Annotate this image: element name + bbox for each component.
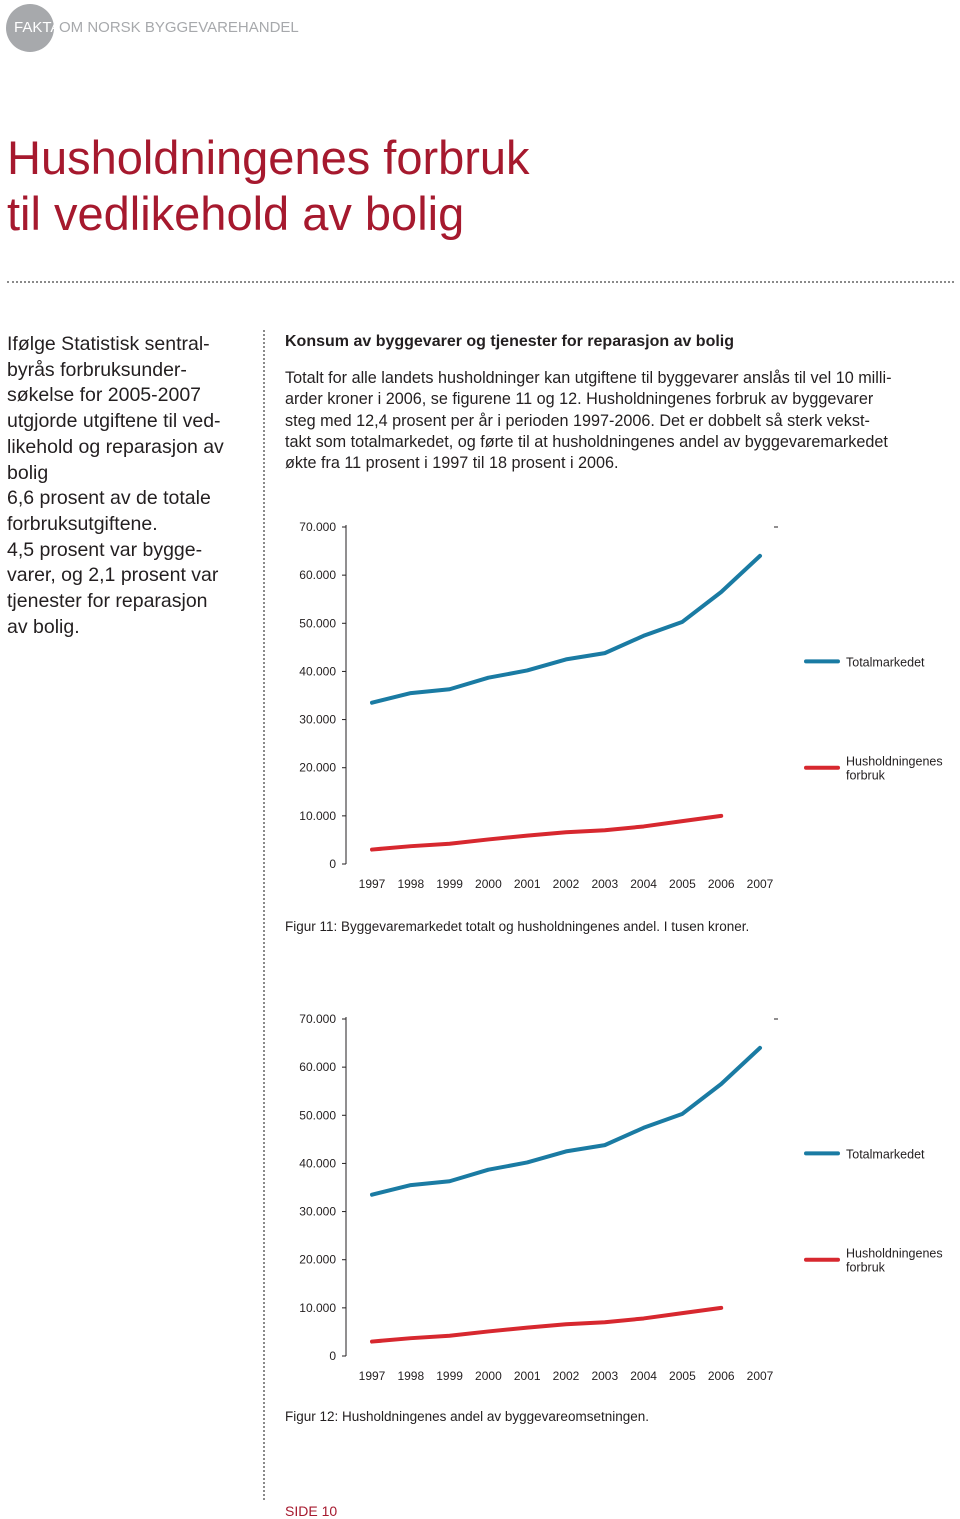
y-tick-label: 30.000	[299, 1204, 336, 1219]
x-tick-label: 2007	[746, 877, 774, 891]
data-point-totalmarkedet	[643, 1127, 644, 1128]
x-tick-label: 1999	[436, 1369, 463, 1383]
data-point-husholdningenes-forbruk	[410, 846, 411, 847]
horizontal-divider	[7, 281, 954, 283]
x-tick-label: 1998	[397, 877, 425, 891]
y-tick-label: 40.000	[299, 664, 336, 679]
data-point-husholdningenes-forbruk	[527, 835, 528, 836]
x-tick-label: 2003	[591, 877, 619, 891]
y-tick-label: 50.000	[299, 616, 336, 631]
sidebar-line: utgjorde utgiftene til ved-	[7, 410, 221, 433]
data-point-totalmarkedet	[372, 702, 373, 703]
section-body	[285, 368, 945, 474]
data-point-husholdningenes-forbruk	[449, 843, 450, 844]
sidebar-line: av bolig.	[7, 615, 80, 638]
data-point-totalmarkedet	[643, 635, 644, 636]
y-tick-label: 10.000	[299, 808, 336, 823]
data-point-totalmarkedet	[488, 1169, 489, 1170]
data-point-totalmarkedet	[566, 1151, 567, 1152]
y-tick-label: 50.000	[299, 1108, 336, 1123]
header-fakta-label: FAKTA	[14, 19, 61, 36]
x-tick-label: 1998	[397, 1369, 425, 1383]
data-point-husholdningenes-forbruk	[604, 830, 605, 831]
figure-11-chart	[270, 505, 960, 905]
y-tick-label: 30.000	[299, 712, 336, 727]
y-tick-label: 70.000	[299, 1012, 336, 1026]
series-line-totalmarkedet	[372, 1048, 760, 1195]
body-line: Totalt for alle landets husholdninger kan utgiftene til byggevarer anslås til vel 10 milli-	[285, 369, 892, 387]
legend-label-totalmarkedet: Totalmarkedet	[846, 655, 925, 670]
x-tick-label: 2002	[552, 1369, 580, 1383]
x-tick-label: 2000	[475, 877, 502, 891]
data-point-totalmarkedet	[527, 670, 528, 671]
x-tick-label: 2001	[513, 1369, 541, 1383]
legend-label-totalmarkedet: Totalmarkedet	[846, 1147, 925, 1162]
data-point-husholdningenes-forbruk	[488, 1331, 489, 1332]
series-line-husholdningenes-forbruk	[372, 816, 721, 850]
data-point-husholdningenes-forbruk	[643, 826, 644, 827]
data-point-totalmarkedet	[760, 1047, 761, 1048]
series-line-husholdningenes-forbruk	[372, 1308, 721, 1342]
data-point-husholdningenes-forbruk	[566, 1324, 567, 1325]
x-tick-label: 2006	[707, 1369, 735, 1383]
data-point-totalmarkedet	[372, 1194, 373, 1195]
y-tick-label: 60.000	[299, 568, 336, 583]
data-point-husholdningenes-forbruk	[566, 832, 567, 833]
x-tick-label: 2004	[630, 877, 657, 891]
x-tick-label: 2002	[552, 877, 580, 891]
data-point-husholdningenes-forbruk	[721, 815, 722, 816]
y-tick-label: 20.000	[299, 760, 336, 775]
header-section-label: OM NORSK BYGGEVAREHANDEL	[59, 19, 299, 36]
data-point-totalmarkedet	[760, 555, 761, 556]
sidebar-line: 6,6 prosent av de totale	[7, 487, 211, 510]
sidebar-line: byrås forbruksunder-	[7, 358, 187, 381]
x-tick-label: 2005	[669, 877, 696, 891]
vertical-divider	[263, 330, 265, 1500]
x-tick-label: 1999	[436, 877, 463, 891]
data-point-totalmarkedet	[449, 689, 450, 690]
legend-label-husholdningenes-forbruk-line1: Husholdningenes	[846, 1246, 943, 1261]
figure-12-chart	[270, 997, 960, 1397]
data-point-totalmarkedet	[566, 659, 567, 660]
data-point-husholdningenes-forbruk	[721, 1307, 722, 1308]
section-heading: Konsum av byggevarer og tjenester for reparasjon av bolig	[285, 333, 735, 350]
sidebar-intro	[7, 332, 257, 640]
y-tick-label: 10.000	[299, 1300, 336, 1315]
data-point-totalmarkedet	[682, 1113, 683, 1114]
y-tick-label: 20.000	[299, 1252, 336, 1267]
data-point-totalmarkedet	[721, 1083, 722, 1084]
legend-label-husholdningenes-forbruk-line1: Husholdningenes	[846, 754, 943, 769]
page-title-line-2: til vedlikehold av bolig	[7, 187, 465, 240]
figure-11-caption: Figur 11: Byggevaremarkedet totalt og husholdningenes andel. I tusen kroner.	[285, 919, 750, 934]
y-tick-label: 0	[329, 1349, 336, 1363]
x-tick-label: 2005	[669, 1369, 696, 1383]
x-tick-label: 1997	[358, 1369, 386, 1383]
body-line: steg med 12,4 prosent per år i perioden 1997-2006. Det er dobbelt så sterk vekst-	[285, 411, 870, 430]
y-tick-label: 0	[329, 857, 336, 871]
data-point-husholdningenes-forbruk	[488, 839, 489, 840]
data-point-totalmarkedet	[410, 693, 411, 694]
page-title	[7, 130, 530, 242]
x-tick-label: 2000	[475, 1369, 502, 1383]
body-line: arder kroner i 2006, se figurene 11 og 12. Husholdningenes forbruk av byggevarer	[285, 390, 874, 409]
x-tick-label: 2006	[707, 877, 735, 891]
x-tick-label: 2007	[746, 1369, 774, 1383]
data-point-totalmarkedet	[449, 1181, 450, 1182]
data-point-husholdningenes-forbruk	[604, 1322, 605, 1323]
figure-12-caption: Figur 12: Husholdningenes andel av byggevareomsetningen.	[285, 1409, 649, 1424]
x-tick-label: 2003	[591, 1369, 619, 1383]
data-point-totalmarkedet	[410, 1185, 411, 1186]
y-tick-label: 60.000	[299, 1060, 336, 1075]
page-title-line-1: Husholdningenes forbruk	[7, 131, 530, 184]
y-tick-label: 70.000	[299, 520, 336, 534]
x-tick-label: 2004	[630, 1369, 657, 1383]
legend-label-husholdningenes-forbruk-line2: forbruk	[846, 1260, 885, 1275]
sidebar-line: søkelse for 2005-2007	[7, 384, 202, 407]
data-point-totalmarkedet	[604, 1145, 605, 1146]
x-tick-label: 2001	[513, 877, 541, 891]
body-line: takt som totalmarkedet, og førte til at husholdningenes andel av byggevaremarkedet	[285, 432, 888, 451]
page-number: SIDE 10	[285, 1503, 338, 1519]
data-point-husholdningenes-forbruk	[643, 1318, 644, 1319]
y-tick-label: 40.000	[299, 1156, 336, 1171]
sidebar-line: bolig	[7, 461, 49, 484]
legend-label-husholdningenes-forbruk-line2: forbruk	[846, 768, 885, 783]
sidebar-line: tjenester for reparasjon	[7, 590, 208, 613]
sidebar-line: varer, og 2,1 prosent var	[7, 564, 219, 587]
body-line: økte fra 11 prosent i 1997 til 18 prosent i 2006.	[285, 454, 619, 473]
sidebar-line: Ifølge Statistisk sentral-	[7, 333, 210, 355]
data-point-husholdningenes-forbruk	[449, 1335, 450, 1336]
data-point-husholdningenes-forbruk	[527, 1327, 528, 1328]
data-point-husholdningenes-forbruk	[682, 1313, 683, 1314]
data-point-totalmarkedet	[604, 653, 605, 654]
data-point-totalmarkedet	[721, 591, 722, 592]
data-point-husholdningenes-forbruk	[372, 849, 373, 850]
data-point-husholdningenes-forbruk	[682, 821, 683, 822]
data-point-totalmarkedet	[527, 1162, 528, 1163]
data-point-husholdningenes-forbruk	[410, 1338, 411, 1339]
sidebar-line: forbruksutgiftene.	[7, 512, 158, 535]
data-point-totalmarkedet	[488, 677, 489, 678]
sidebar-line: likehold og reparasjon av	[7, 435, 224, 458]
data-point-totalmarkedet	[682, 621, 683, 622]
series-line-totalmarkedet	[372, 556, 760, 703]
x-tick-label: 1997	[358, 877, 386, 891]
data-point-husholdningenes-forbruk	[372, 1341, 373, 1342]
sidebar-line: 4,5 prosent var bygge-	[7, 538, 203, 561]
